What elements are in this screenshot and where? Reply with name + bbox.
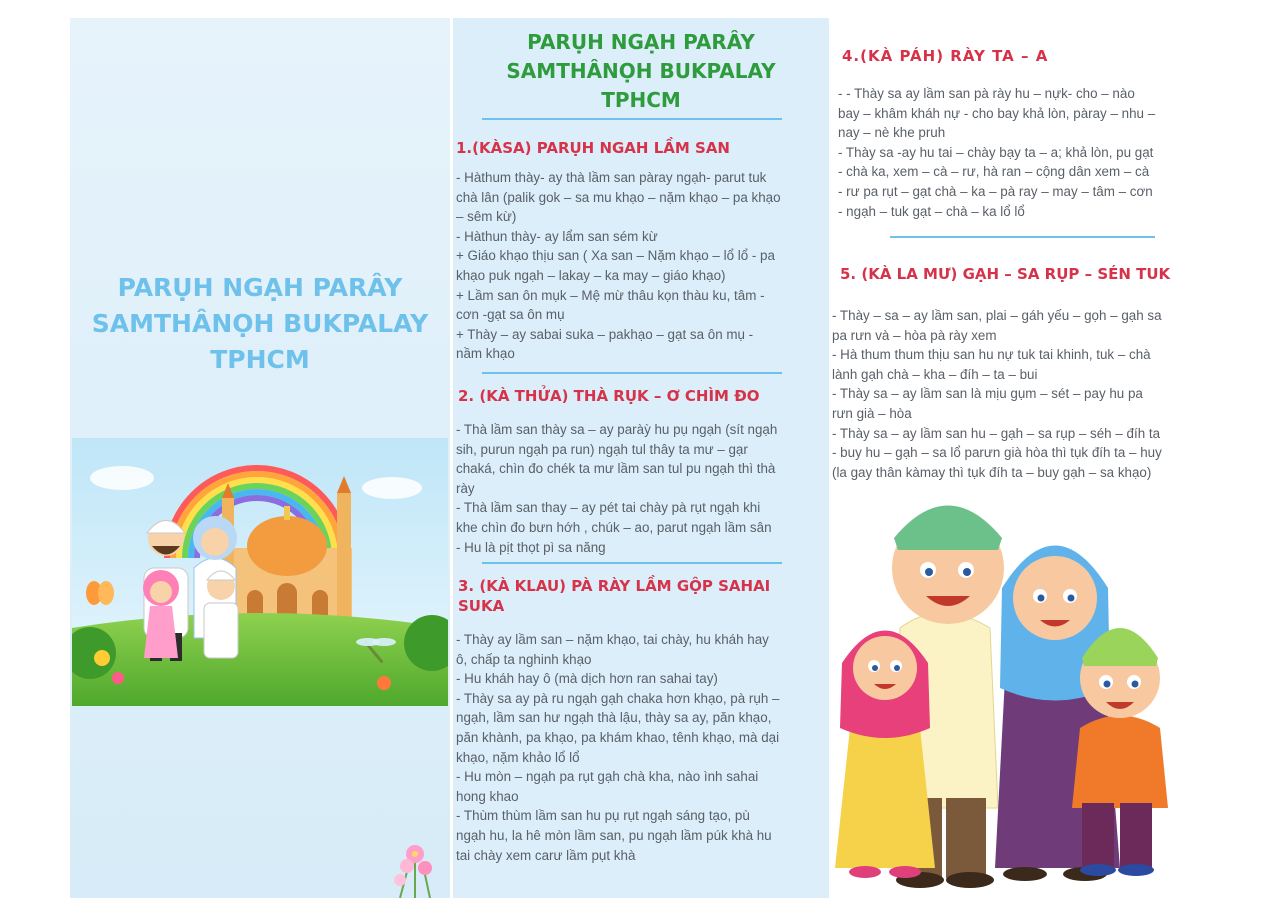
section-4-heading: 4.(KÀ PÁH) RÀY TA – A [842,47,1049,65]
section-3-line: păn khành, pa khạo, pa khám khao, tênh khạo, mà dại [456,729,780,745]
section-4-line: nay – nè khe pruh [838,125,946,141]
section-5-line: lành gạh chà – kha – đíh – ta – bui [832,366,1038,382]
section-5-line: (la gay thân kàmay thì tụk đíh ta – buy gạh – sa khạo) [832,464,1152,480]
divider [482,118,782,120]
section-5-body [832,306,1222,482]
section-4-line: - ngạh – tuk gạt – chà – ka lổ lổ [838,203,1025,219]
middle-title [455,28,827,115]
section-3-line: ô, chấp ta nghinh khạo [456,651,592,667]
family-illustration [830,478,1210,898]
section-5-heading: 5. (KÀ LA MƯ) GẠH – SA RỤP – SÉN TUK [840,265,1171,283]
section-3-line: ngạh, lầm san hư ngạh thà lậu, thày sa ay, păn khạo, [456,710,772,726]
section-3-line: - Hu kháh hay ô (mà dịch hơn ran sahai tay) [456,671,718,687]
section-2-line: chaká, chìn đo chék ta mư lầm san tul pu ngạh thì thà [456,461,776,477]
section-3-line: - Thày ay lầm san – nặm khạo, tai chày, hu kháh hay [456,632,769,647]
section-1-line: cơn -gạt sa ôn mụ [456,307,565,323]
section-5-line: - Hà thum thum thịu san hu nự tuk tai khinh, tuk – chà [832,347,1151,363]
cover-title-line-1: PARỤH NGẠH PARÂY [117,273,403,302]
section-3-line: khạo, nặm khảo lổ lổ [456,749,580,765]
section-3-line: - Thày sa ay pà ru ngạh gạh chaka hơn khạo, pà rụh – [456,690,780,706]
section-1-line: + Thày – ay sabai suka – pakhạo – gạt sa ôn mụ - [456,326,754,342]
section-4-body [838,84,1218,221]
section-2-line: - Thà lầm san thày sa – ay paràỳ hu pụ ngạh (sít ngạh [456,422,778,437]
section-5-line: - buy hu – gạh – sa lổ parưn già hòa thì tụk đíh ta – huy [832,445,1162,461]
mosque-family-illustration [72,438,448,706]
section-5-line: - Thày sa – ay lầm san hu – gạh – sa rụp – séh – đíh ta [832,425,1161,441]
section-4-line: - rư pa rụt – gạt chà – ka – pà ray – may – tâm – cơn [838,183,1153,199]
section-1-line: - Hàthun thày- ay lẩm san sém kừ [456,228,658,244]
cover-title [70,270,450,378]
section-4-line: - Thày sa -ay hu tai – chày bạy ta – a; khả lòn, pu gạt [838,144,1154,160]
section-4-line: bay – khâm kháh nự - cho bay khả lòn, pàray – nhu – [838,105,1156,121]
section-1-heading: 1.(KÀSA) PARỤH NGAH LẦM SAN [456,139,730,157]
flower-icon [380,818,450,898]
section-2-body [456,420,828,557]
middle-title-line-2: SAMTHÂNỌH BUKPALAY [506,59,776,83]
section-3-line: hong khao [456,788,519,804]
section-3-body [456,630,828,865]
divider [482,562,782,564]
middle-title-line-1: PARỤH NGẠH PARÂY [527,30,755,54]
section-1-line: khạo puk ngạh – lakay – ka may – giáo khạo) [456,267,726,283]
section-3-line: ngạh hu, la hê mòn lầm san, pu ngạh lầm púk khà hu [456,827,772,843]
section-1-body [456,168,828,364]
section-1-line: – sêm kừ) [456,209,517,225]
section-5-line: - Thày sa – ay lầm san là mịu gụm – sét – pay hu pa [832,386,1143,402]
section-4-line: - chà ka, xem – cà – rư, hà ran – cộng dân xem – cà [838,164,1150,180]
middle-title-line-3: TPHCM [601,88,681,112]
section-3-heading [458,576,770,616]
section-2-line: rày [456,480,475,496]
section-3-heading-line: SUKA [458,597,505,615]
section-4-line: - - Thày sa ay lầm san pà rày hu – nựk- cho – nào [838,86,1135,101]
section-2-line: sih, purun ngạh pa run) ngạh tul thây ta mư – gạr [456,441,748,457]
section-1-line: + Lầm san ôn mụk – Mệ mừ thâu kọn thàu ku, tâm - [456,287,765,303]
section-5-line: rưn già – hòa [832,405,912,421]
section-3-line: - Thùm thùm lầm san hu pụ rụt ngạh sáng tạo, pù [456,808,750,824]
section-2-heading: 2. (KÀ THỬA) THÀ RỤK – Ơ CHÌM ĐO [458,387,760,405]
cover-title-line-2: SAMTHÂNỌH BUKPALAY [91,309,429,338]
section-1-line: nầm khạo [456,346,515,362]
cover-title-line-3: TPHCM [210,345,310,374]
section-3-line: - Hu mòn – ngạh pa rụt gạh chà kha, nào ình sahai [456,769,759,785]
section-5-line: pa rưn và – hòa pà rày xem [832,327,997,343]
divider [890,236,1155,238]
section-5-line: - Thày – sa – ay lầm san, plai – gáh yếu – gọh – gạh sa [832,308,1162,323]
section-2-line: - Hu là pịt thọt pì sa năng [456,539,606,555]
section-3-line: tai chày xem carư lầm pụt khà [456,847,636,863]
divider [482,372,782,374]
section-2-line: khe chìn đo bưn hớh , chúk – ao, parut ngạh lầm sân [456,519,772,535]
section-3-heading-line: 3. (KÀ KLAU) PÀ RÀY LẦM GỘP SAHAI [458,577,771,595]
section-1-line: - Hàthum thày- ay thà lầm san pàray ngạh- parut tuk [456,170,767,185]
section-2-line: - Thà lầm san thay – ay pét tai chày pà rụt ngạh khi [456,500,761,516]
section-1-line: chà lân (palik gok – sa mu khạo – nặm khạo – pa khạo [456,189,781,205]
section-1-line: + Giáo khạo thịu san ( Xa san – Nặm khạo – lổ lổ - pa [456,248,775,264]
